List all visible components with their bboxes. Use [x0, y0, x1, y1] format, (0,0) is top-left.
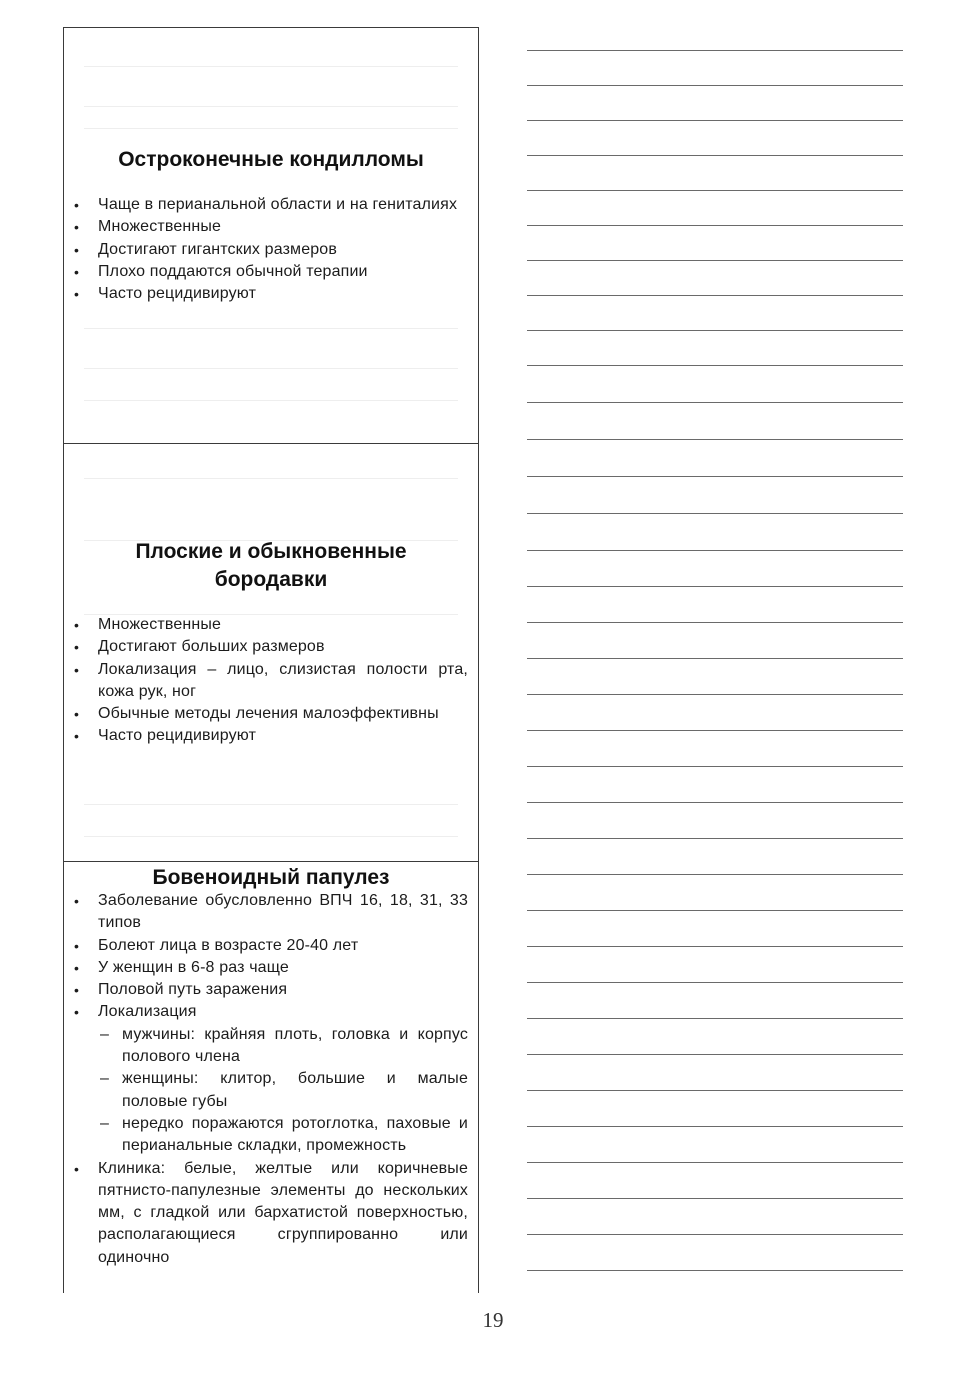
note-line [527, 946, 903, 947]
bleed-through-line [84, 478, 458, 479]
bullet-item: • Болеют лица в возрасте 20-40 лет [70, 935, 468, 957]
note-line [527, 622, 903, 623]
notes-column [527, 0, 903, 1300]
note-line [527, 766, 903, 767]
note-line [527, 658, 903, 659]
note-line [527, 155, 903, 156]
note-line [527, 1018, 903, 1019]
note-line [527, 802, 903, 803]
note-line [527, 120, 903, 121]
slide-title: Плоские и обыкновенные бородавки [135, 540, 407, 591]
note-line [527, 730, 903, 731]
note-line [527, 295, 903, 296]
bleed-through-line [84, 328, 458, 329]
note-line [527, 1234, 903, 1235]
note-line [527, 586, 903, 587]
note-line [527, 1090, 903, 1091]
bullet-item: • У женщин в 6-8 раз чаще [70, 957, 468, 979]
note-line [527, 402, 903, 403]
slide-warts [63, 443, 479, 863]
note-line [527, 225, 903, 226]
bullet-item: • Клиника: белые, желтые или коричневые пятнисто-папулезные элементы до нескольких мм, с гладкой или бархатистой поверхностью, располагающиеся сгруппированно или одиночно [70, 1158, 468, 1269]
bleed-through-line [84, 128, 458, 129]
bullet-item: • Достигают гигантских размеров [70, 239, 468, 261]
note-line [527, 513, 903, 514]
note-line [527, 1162, 903, 1163]
note-line [527, 1198, 903, 1199]
note-line [527, 260, 903, 261]
sub-bullet-item: – нередко поражаются ротоглотка, паховые и перианальные складки, промежность [98, 1113, 468, 1158]
note-line [527, 439, 903, 440]
bullet-list [70, 194, 468, 305]
bullet-item: • Половой путь заражения [70, 979, 468, 1001]
bullet-item-localization [70, 1001, 468, 1157]
note-line [527, 910, 903, 911]
bleed-through-line [84, 106, 458, 107]
sub-bullet-item: – мужчины: крайняя плоть, головка и корпус полового члена [98, 1024, 468, 1069]
bullet-item: • Обычные методы лечения малоэффективны [70, 703, 468, 725]
bullet-item: • Множественные [70, 216, 468, 238]
note-line [527, 50, 903, 51]
note-line [527, 1270, 903, 1271]
note-line [527, 190, 903, 191]
note-line [527, 476, 903, 477]
note-line [527, 550, 903, 551]
bullet-list [70, 890, 468, 1269]
bullet-item: • Множественные [70, 614, 468, 636]
slides-column [63, 27, 483, 1293]
page-number: 19 [482, 1308, 504, 1332]
sub-bullet-list [98, 1024, 468, 1158]
bleed-through-line [84, 400, 458, 401]
note-line [527, 694, 903, 695]
bleed-through-line [84, 804, 458, 805]
bullet-item: • Часто рецидивируют [70, 283, 468, 305]
note-line [527, 982, 903, 983]
bullet-item: • Чаще в перианальной области и на гениталиях [70, 194, 468, 216]
bullet-item: • Достигают больших размеров [70, 636, 468, 658]
note-line [527, 1126, 903, 1127]
slide-title: Бовеноидный папулез [152, 866, 390, 889]
note-line [527, 874, 903, 875]
note-line [527, 330, 903, 331]
slide-bowenoid-papulosis [63, 861, 479, 1293]
note-line [527, 85, 903, 86]
note-line [527, 838, 903, 839]
bullet-list [70, 614, 468, 748]
note-line [527, 1054, 903, 1055]
sub-bullet-item: – женщины: клитор, большие и малые половые губы [98, 1068, 468, 1113]
note-line [527, 365, 903, 366]
bullet-item: • Плохо поддаются обычной терапии [70, 261, 468, 283]
bullet-item: • Заболевание обусловленно ВПЧ 16, 18, 31, 33 типов [70, 890, 468, 935]
bleed-through-line [84, 368, 458, 369]
bullet-text: Локализация [98, 1003, 197, 1021]
bleed-through-line [84, 66, 458, 67]
bullet-item: • Часто рецидивируют [70, 725, 468, 747]
slide-condylomas [63, 27, 479, 445]
bullet-item: • Локализация – лицо, слизистая полости рта, кожа рук, ног [70, 659, 468, 704]
slide-title: Остроконечные кондилломы [118, 148, 424, 171]
bleed-through-line [84, 836, 458, 837]
